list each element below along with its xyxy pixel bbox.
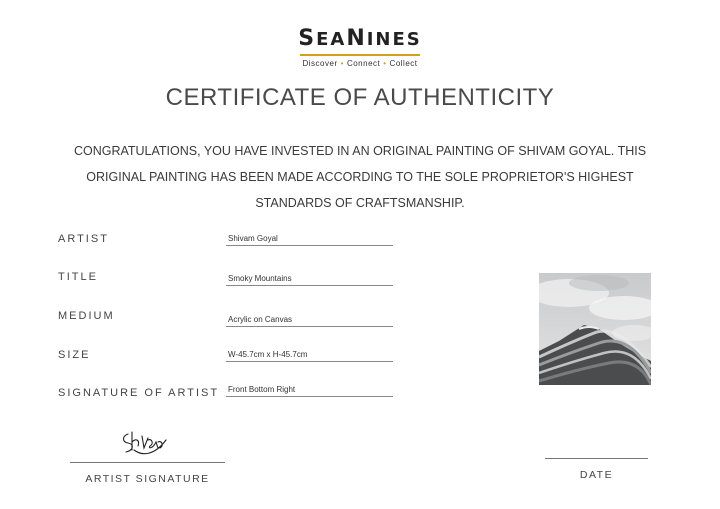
brand-name: SEANINES [298,26,422,51]
medium-label: MEDIUM [58,310,115,322]
date-line [545,458,648,459]
certificate-title: CERTIFICATE OF AUTHENTICITY [165,84,555,111]
artist-signature-line [70,462,225,463]
tagline-connect: Connect [346,59,381,68]
painting-image [539,273,651,385]
tagline-discover: Discover [302,59,338,68]
artist-signature-mark [118,426,172,460]
date-caption: DATE [579,469,614,481]
title-value: Smoky Mountains [226,274,393,286]
tagline-collect: Collect [389,59,418,68]
artist-value: Shivam Goyal [226,234,393,246]
brand-underline [300,54,420,56]
size-value: W-45.7cm x H-45.7cm [226,350,393,362]
certificate-intro: CONGRATULATIONS, YOU HAVE INVESTED IN AN ORIGINAL PAINTING OF SHIVAM GOYAL. THIS ORIGINAL PAINTING HAS BEEN MADE ACCORDING TO THE SOLE PROPRIETOR'S HIGHEST STANDARDS OF CRAFTSMANSHIP. [73,144,647,210]
artist-label: ARTIST [58,233,109,245]
signature-label: SIGNATURE OF ARTIST [58,387,220,399]
medium-value: Acrylic on Canvas [226,315,393,327]
brand-tagline: Discover • Connect • Collect [302,59,418,68]
size-label: SIZE [58,349,91,361]
artist-signature-caption: ARTIST SIGNATURE [85,473,210,485]
title-label: TITLE [58,271,98,283]
brand-logo [0,26,720,68]
signature-value: Front Bottom Right [226,385,393,397]
